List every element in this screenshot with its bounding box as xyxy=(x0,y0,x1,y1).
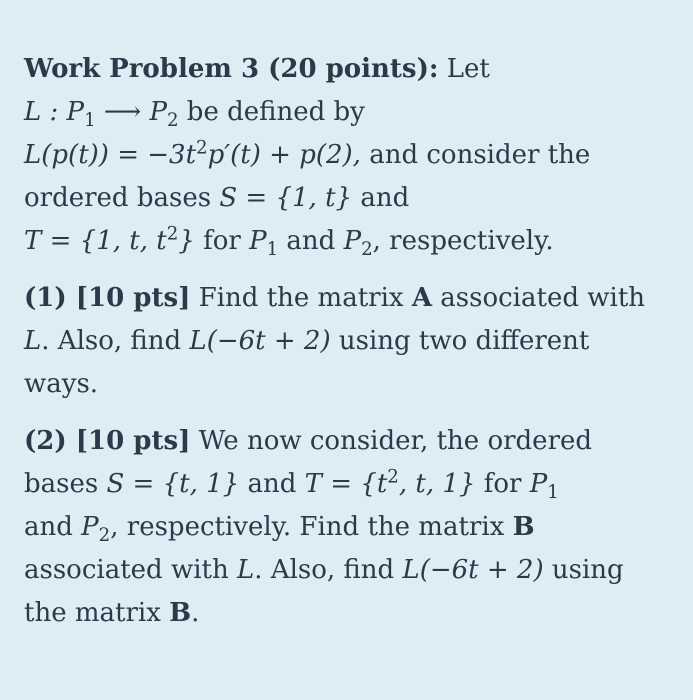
and-text: and xyxy=(286,226,336,256)
part-2-text-6: , respectively. Find the matrix xyxy=(110,512,505,542)
part-2-text-8: . Also, find xyxy=(254,555,395,585)
space-P1 xyxy=(529,469,559,504)
basis-T-part-1: T = {1, t, t xyxy=(24,226,167,256)
formula-part-1: L(p(t)) = −3t xyxy=(24,140,197,170)
intro-text: Let xyxy=(446,54,490,84)
basis-T-new-part-1: T = {t xyxy=(304,469,388,499)
matrix-B: B xyxy=(512,512,535,542)
period: . xyxy=(191,598,200,628)
codomain-P2 xyxy=(149,97,179,132)
P-letter: P xyxy=(249,226,267,256)
part-2-text-3: and xyxy=(247,469,297,499)
long-right-arrow-icon: ⟶ xyxy=(103,97,142,127)
part-2-label: (2) [10 pts] xyxy=(24,426,191,456)
part-2-text-9: using xyxy=(551,555,624,585)
for-text: for xyxy=(203,226,241,256)
subscript-2: 2 xyxy=(361,239,373,261)
map-L-label: L : P xyxy=(24,97,85,127)
part-2-text-5: and xyxy=(24,512,73,542)
subscript-2: 2 xyxy=(98,525,111,547)
P-letter: P xyxy=(81,512,99,542)
basis-S: S = {1, t} xyxy=(219,183,353,213)
problem-heading: Work Problem 3 (20 points): xyxy=(24,54,439,84)
basis-T xyxy=(24,223,195,256)
part-1-text-2: associated with xyxy=(440,283,646,313)
basis-T-new xyxy=(304,466,476,499)
problem-statement xyxy=(24,48,669,263)
part-2 xyxy=(24,420,669,635)
part-1-text-4: using two different xyxy=(338,326,590,356)
matrix-A: A xyxy=(411,283,433,313)
part-1 xyxy=(24,277,669,406)
basis-T-new-part-2: , t, 1} xyxy=(398,469,476,499)
map-L-domain xyxy=(24,97,96,132)
defined-by-text: be defined by xyxy=(186,97,365,127)
and-text: and xyxy=(360,183,410,213)
P-letter: P xyxy=(529,469,548,499)
ordered-bases-text: ordered bases xyxy=(24,183,212,213)
consider-text: and consider the xyxy=(369,140,591,170)
map-L: L xyxy=(237,555,255,585)
subscript-1: 1 xyxy=(547,482,559,504)
P-letter: P xyxy=(343,226,362,256)
space-P2 xyxy=(343,226,373,261)
subscript-2: 2 xyxy=(166,110,179,132)
subscript-1: 1 xyxy=(266,239,279,261)
part-2-text-2: bases xyxy=(24,469,99,499)
formula-part-2: p′(t) + p(2), xyxy=(207,140,361,170)
transformation-formula xyxy=(24,137,361,170)
basis-S-new: S = {t, 1} xyxy=(106,469,240,499)
part-2-text-7: associated with xyxy=(24,555,229,585)
subscript-1: 1 xyxy=(84,110,96,132)
part-1-text-5: ways. xyxy=(24,369,99,399)
superscript-2: 2 xyxy=(387,466,399,488)
matrix-B: B xyxy=(169,598,192,628)
evaluation-expression: L(−6t + 2) xyxy=(189,326,331,356)
superscript-2: 2 xyxy=(166,223,179,245)
space-P2 xyxy=(81,512,111,547)
basis-T-part-2: } xyxy=(178,226,195,256)
part-2-text-10: the matrix xyxy=(24,598,161,628)
part-2-text-1: We now consider, the ordered xyxy=(198,426,593,456)
evaluation-expression: L(−6t + 2) xyxy=(402,555,544,585)
space-P1 xyxy=(249,226,279,261)
respectively-text: , respectively. xyxy=(372,226,554,256)
superscript-2: 2 xyxy=(196,137,208,159)
part-1-text-3: . Also, find xyxy=(41,326,182,356)
part-1-text-1: Find the matrix xyxy=(198,283,404,313)
part-1-label: (1) [10 pts] xyxy=(24,283,191,313)
part-2-text-4: for xyxy=(483,469,522,499)
P-letter: P xyxy=(149,97,167,127)
map-L: L xyxy=(24,326,42,356)
